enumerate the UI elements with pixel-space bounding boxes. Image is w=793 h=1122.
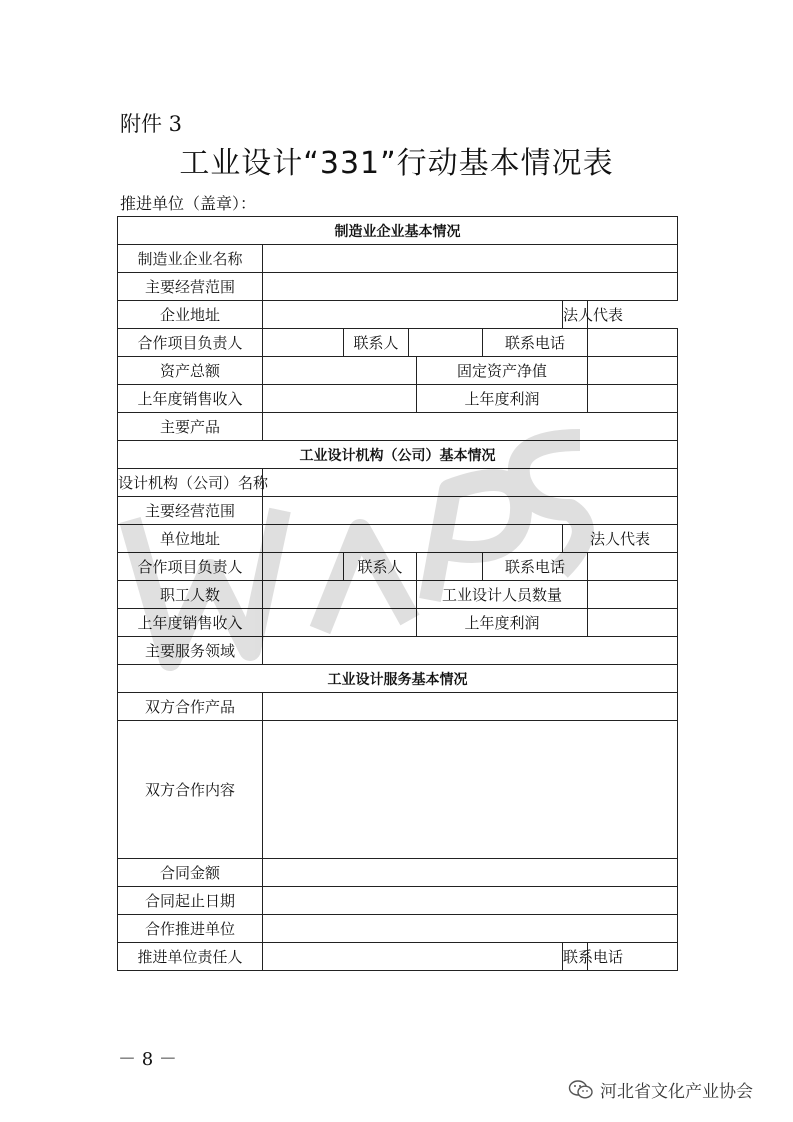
field-company-address[interactable] xyxy=(263,301,563,329)
wechat-icon xyxy=(568,1079,594,1101)
page-title: 工业设计“331”行动基本情况表 xyxy=(179,146,614,181)
section-heading-design-org: 工业设计机构（公司）基本情况 xyxy=(118,441,678,469)
field-business-scope[interactable] xyxy=(263,273,678,301)
attachment-label: 附件 3 xyxy=(120,112,183,136)
field-unit-responsible[interactable] xyxy=(263,943,563,971)
label-org-name: 设计机构（公司）名称 xyxy=(118,469,263,497)
label-contract-dates: 合同起止日期 xyxy=(118,887,263,915)
field-project-lead[interactable] xyxy=(263,329,344,357)
label-legal-rep: 法人代表 xyxy=(563,301,588,329)
field-net-fixed-assets[interactable] xyxy=(588,357,678,385)
label-org-last-year-profit: 上年度利润 xyxy=(417,609,588,637)
label-company-address: 企业地址 xyxy=(118,301,263,329)
field-org-last-year-sales[interactable] xyxy=(263,609,417,637)
label-unit-responsible: 推进单位责任人 xyxy=(118,943,263,971)
label-total-assets: 资产总额 xyxy=(118,357,263,385)
label-org-business-scope: 主要经营范围 xyxy=(118,497,263,525)
label-net-fixed-assets: 固定资产净值 xyxy=(417,357,588,385)
field-org-project-lead[interactable] xyxy=(263,553,344,581)
label-org-legal-rep: 法人代表 xyxy=(563,525,678,553)
label-project-lead: 合作项目负责人 xyxy=(118,329,263,357)
field-last-year-sales[interactable] xyxy=(263,385,417,413)
info-form-table xyxy=(117,216,678,971)
label-last-year-profit: 上年度利润 xyxy=(417,385,588,413)
label-business-scope: 主要经营范围 xyxy=(118,273,263,301)
field-org-contact[interactable] xyxy=(417,553,483,581)
field-service-fields[interactable] xyxy=(263,637,678,665)
label-company-name: 制造业企业名称 xyxy=(118,245,263,273)
field-phone[interactable] xyxy=(588,329,678,357)
section-heading-design-service: 工业设计服务基本情况 xyxy=(118,665,678,693)
page-number: － 8 － xyxy=(118,1049,177,1070)
field-org-address[interactable] xyxy=(263,525,563,553)
label-service-fields: 主要服务领域 xyxy=(118,637,263,665)
label-cooperation-products: 双方合作产品 xyxy=(118,693,263,721)
label-cooperating-unit: 合作推进单位 xyxy=(118,915,263,943)
field-contract-amount[interactable] xyxy=(263,859,678,887)
label-org-contact: 联系人 xyxy=(344,553,417,581)
field-contract-dates[interactable] xyxy=(263,887,678,915)
field-org-name[interactable] xyxy=(263,469,678,497)
account-name: 河北省文化产业协会 xyxy=(600,1082,753,1102)
label-cooperation-content: 双方合作内容 xyxy=(118,721,263,859)
label-org-last-year-sales: 上年度销售收入 xyxy=(118,609,263,637)
label-contract-amount: 合同金额 xyxy=(118,859,263,887)
label-phone: 联系电话 xyxy=(483,329,588,357)
label-org-phone: 联系电话 xyxy=(483,553,588,581)
field-cooperation-content[interactable] xyxy=(263,721,678,859)
field-cooperation-products[interactable] xyxy=(263,693,678,721)
field-designer-count[interactable] xyxy=(588,581,678,609)
label-org-project-lead: 合作项目负责人 xyxy=(118,553,263,581)
label-staff-count: 职工人数 xyxy=(118,581,263,609)
field-staff-count[interactable] xyxy=(263,581,417,609)
field-company-name[interactable] xyxy=(263,245,678,273)
section-heading-manufacturer: 制造业企业基本情况 xyxy=(118,217,678,245)
label-org-address: 单位地址 xyxy=(118,525,263,553)
field-main-products[interactable] xyxy=(263,413,678,441)
field-total-assets[interactable] xyxy=(263,357,417,385)
label-designer-count: 工业设计人员数量 xyxy=(417,581,588,609)
footer-source xyxy=(568,1077,753,1102)
field-last-year-profit[interactable] xyxy=(588,385,678,413)
field-org-business-scope[interactable] xyxy=(263,497,678,525)
field-org-phone[interactable] xyxy=(588,553,678,581)
label-contact: 联系人 xyxy=(344,329,409,357)
field-contact[interactable] xyxy=(409,329,483,357)
field-cooperating-unit[interactable] xyxy=(263,915,678,943)
label-main-products: 主要产品 xyxy=(118,413,263,441)
label-responsible-phone: 联系电话 xyxy=(563,943,588,971)
label-last-year-sales: 上年度销售收入 xyxy=(118,385,263,413)
field-org-last-year-profit[interactable] xyxy=(588,609,678,637)
promoting-unit-label: 推进单位（盖章）： xyxy=(120,194,257,213)
